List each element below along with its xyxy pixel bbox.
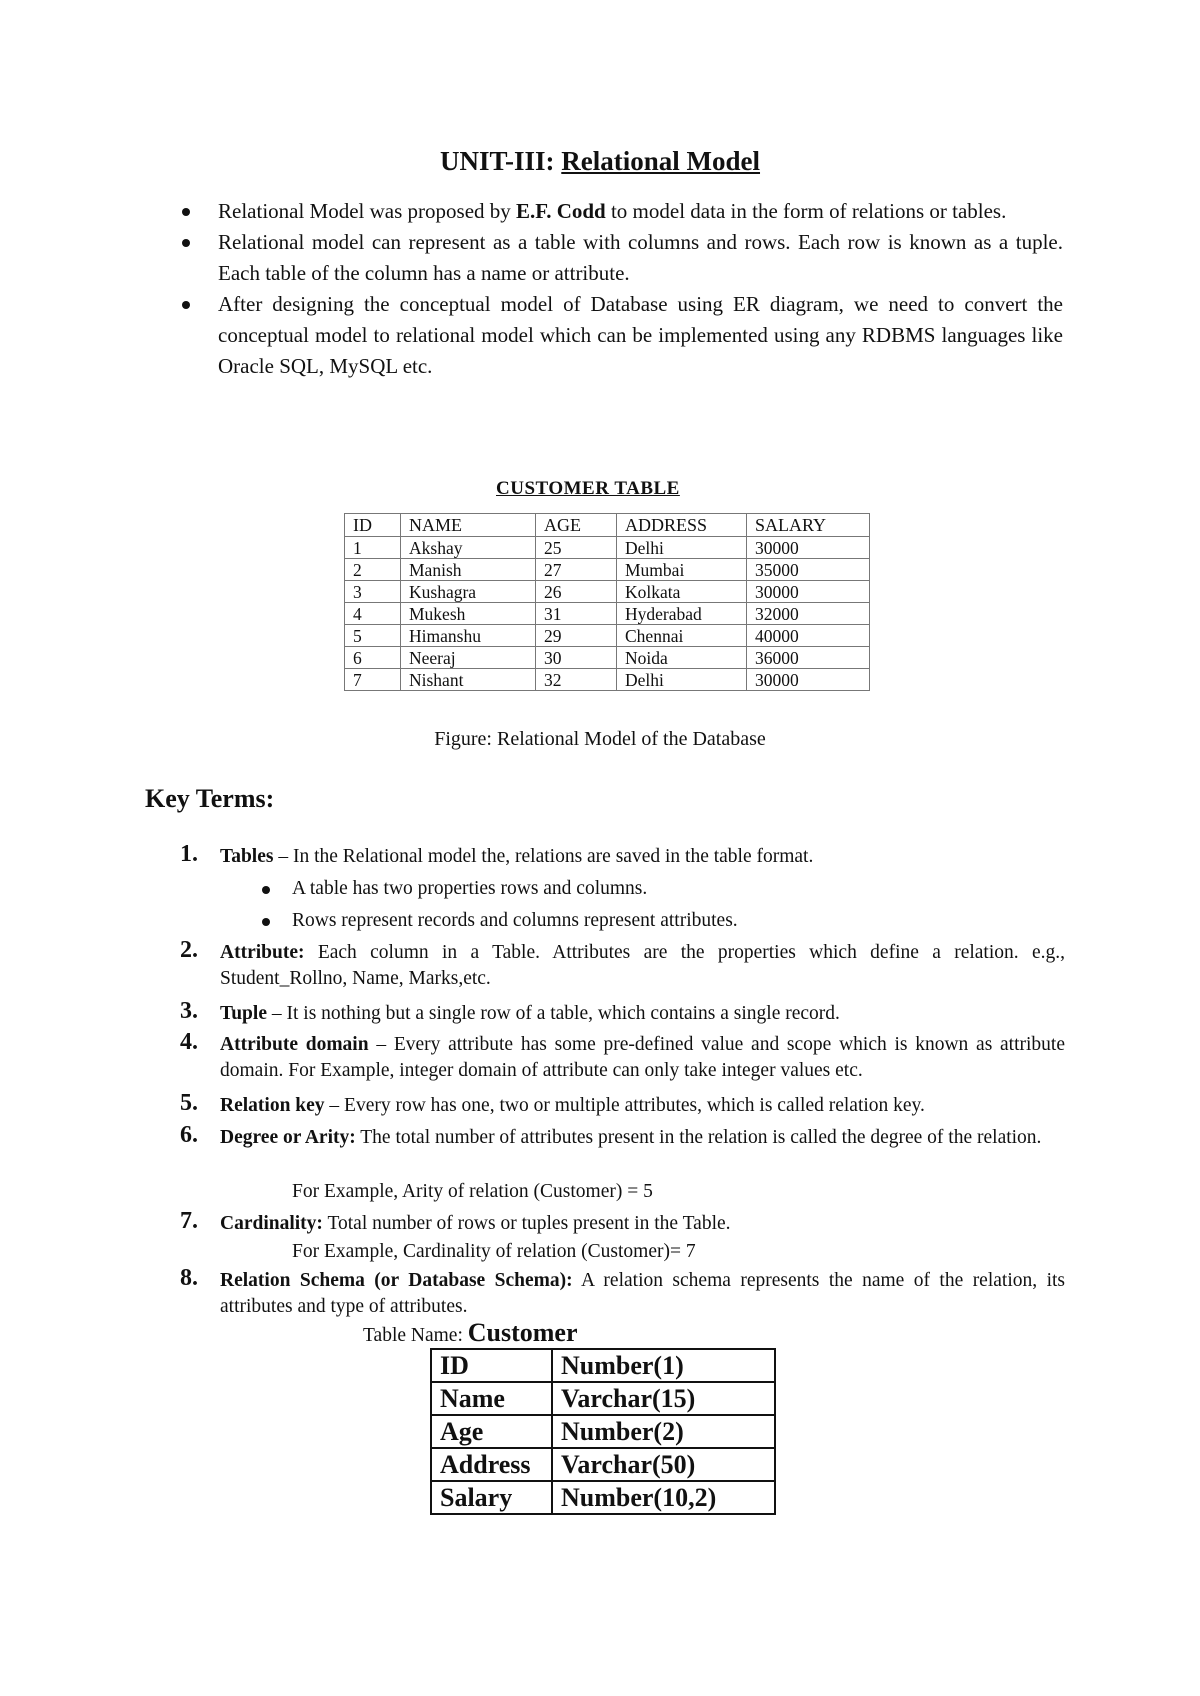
table-cell: 26 — [536, 581, 617, 603]
table-cell: 25 — [536, 537, 617, 559]
table-cell: 29 — [536, 625, 617, 647]
table-cell: 30000 — [747, 669, 870, 691]
intro-bullet-list — [178, 196, 1063, 382]
table-cell: Akshay — [401, 537, 536, 559]
table-cell: Manish — [401, 559, 536, 581]
intro-bullet-3: After designing the conceptual model of Database using ER diagram, we need to convert the conceptual model to relational model which can be implemented using any RDBMS languages like Oracle SQL, MySQL etc. — [178, 289, 1063, 382]
key-term-item: 8. Relation Schema (or Database Schema): A relation schema represents the name of the relation, its attributes and type of attributes. — [180, 1265, 1065, 1317]
table-cell: Delhi — [617, 537, 747, 559]
table-cell: Neeraj — [401, 647, 536, 669]
table-cell: 1 — [345, 537, 401, 559]
table-row — [345, 559, 870, 581]
key-terms-heading: Key Terms: — [145, 784, 275, 813]
table-cell: 2 — [345, 559, 401, 581]
figure-caption: Figure: Relational Model of the Database — [434, 728, 766, 750]
schema-row — [431, 1481, 775, 1514]
table-cell: Noida — [617, 647, 747, 669]
bullet-icon — [182, 208, 190, 216]
cardinality-example: For Example, Cardinality of relation (Customer)= 7 — [292, 1241, 696, 1262]
schema-type-cell: Number(10,2) — [552, 1481, 775, 1514]
table-cell: 32000 — [747, 603, 870, 625]
table-row — [345, 581, 870, 603]
column-header: AGE — [536, 514, 617, 537]
title-underlined: Relational Model — [561, 146, 761, 176]
table-cell: 35000 — [747, 559, 870, 581]
table-cell: 6 — [345, 647, 401, 669]
schema-type-cell: Varchar(15) — [552, 1382, 775, 1415]
table-row — [345, 625, 870, 647]
key-term-item: 5. Relation key – Every row has one, two or multiple attributes, which is called relation key. — [180, 1090, 925, 1116]
table-cell: Mukesh — [401, 603, 536, 625]
table-cell: 3 — [345, 581, 401, 603]
intro-bullet-1: Relational Model was proposed by E.F. Codd to model data in the form of relations or tables. — [178, 196, 1063, 227]
key-term-item: 4. Attribute domain – Every attribute has some pre-defined value and scope which is known as attribute domain. For Example, integer domain of attribute can only take integer values etc. — [180, 1029, 1065, 1081]
schema-row — [431, 1382, 775, 1415]
table-cell: 5 — [345, 625, 401, 647]
schema-attribute-cell: Name — [431, 1382, 552, 1415]
schema-table — [430, 1348, 776, 1515]
table-row — [345, 603, 870, 625]
table-row — [345, 537, 870, 559]
bullet-icon — [182, 239, 190, 247]
table-cell: Kolkata — [617, 581, 747, 603]
table-cell: Nishant — [401, 669, 536, 691]
table-cell: Chennai — [617, 625, 747, 647]
column-header: NAME — [401, 514, 536, 537]
schema-attribute-cell: Address — [431, 1448, 552, 1481]
schema-attribute-cell: ID — [431, 1349, 552, 1382]
table-row — [345, 669, 870, 691]
schema-type-cell: Number(1) — [552, 1349, 775, 1382]
table-cell: 30000 — [747, 537, 870, 559]
arity-example: For Example, Arity of relation (Customer) = 5 — [292, 1181, 653, 1202]
schema-type-cell: Varchar(50) — [552, 1448, 775, 1481]
customer-table-body — [345, 537, 870, 691]
column-header: ID — [345, 514, 401, 537]
table-cell: 7 — [345, 669, 401, 691]
schema-row — [431, 1448, 775, 1481]
key-term-item: 3. Tuple – It is nothing but a single row of a table, which contains a single record. — [180, 998, 840, 1024]
table-cell: 31 — [536, 603, 617, 625]
column-header: SALARY — [747, 514, 870, 537]
sub-bullet-item: Rows represent records and columns represent attributes. — [258, 908, 738, 934]
schema-row — [431, 1349, 775, 1382]
table-cell: Hyderabad — [617, 603, 747, 625]
bullet-icon — [262, 886, 270, 894]
schema-attribute-cell: Salary — [431, 1481, 552, 1514]
column-header: ADDRESS — [617, 514, 747, 537]
page-title: UNIT-III: Relational Model — [439, 146, 761, 176]
table-cell: 30000 — [747, 581, 870, 603]
customer-table — [344, 513, 870, 691]
schema-attribute-cell: Age — [431, 1415, 552, 1448]
table-header-row — [345, 514, 870, 537]
intro-bullet-2: Relational model can represent as a table with columns and rows. Each row is known as a tuple. Each table of the column has a name or attribute. — [178, 227, 1063, 289]
table-cell: Delhi — [617, 669, 747, 691]
table-cell: 32 — [536, 669, 617, 691]
table-cell: 30 — [536, 647, 617, 669]
schema-row — [431, 1415, 775, 1448]
customer-table-caption: CUSTOMER TABLE — [496, 478, 680, 499]
table-cell: 27 — [536, 559, 617, 581]
sub-bullet-item: A table has two properties rows and columns. — [258, 876, 647, 902]
schema-table-body — [431, 1349, 775, 1514]
bullet-icon — [182, 301, 190, 309]
table-cell: Mumbai — [617, 559, 747, 581]
schema-type-cell: Number(2) — [552, 1415, 775, 1448]
key-term-item: 2. Attribute: Each column in a Table. Attributes are the properties which define a relation. e.g., Student_Rollno, Name, Marks,etc. — [180, 937, 1066, 989]
table-cell: 36000 — [747, 647, 870, 669]
key-term-item: 7. Cardinality: Total number of rows or tuples present in the Table. — [180, 1208, 731, 1234]
table-cell: 40000 — [747, 625, 870, 647]
key-term-item: 1. Tables – In the Relational model the, relations are saved in the table format. — [180, 841, 814, 867]
table-row — [345, 647, 870, 669]
key-term-item: 6. Degree or Arity: The total number of attributes present in the relation is called the degree of the relation. — [180, 1122, 1042, 1148]
table-cell: 4 — [345, 603, 401, 625]
table-cell: Kushagra — [401, 581, 536, 603]
bullet-icon — [262, 918, 270, 926]
table-cell: Himanshu — [401, 625, 536, 647]
schema-table-name: Table Name: Customer — [363, 1318, 578, 1347]
